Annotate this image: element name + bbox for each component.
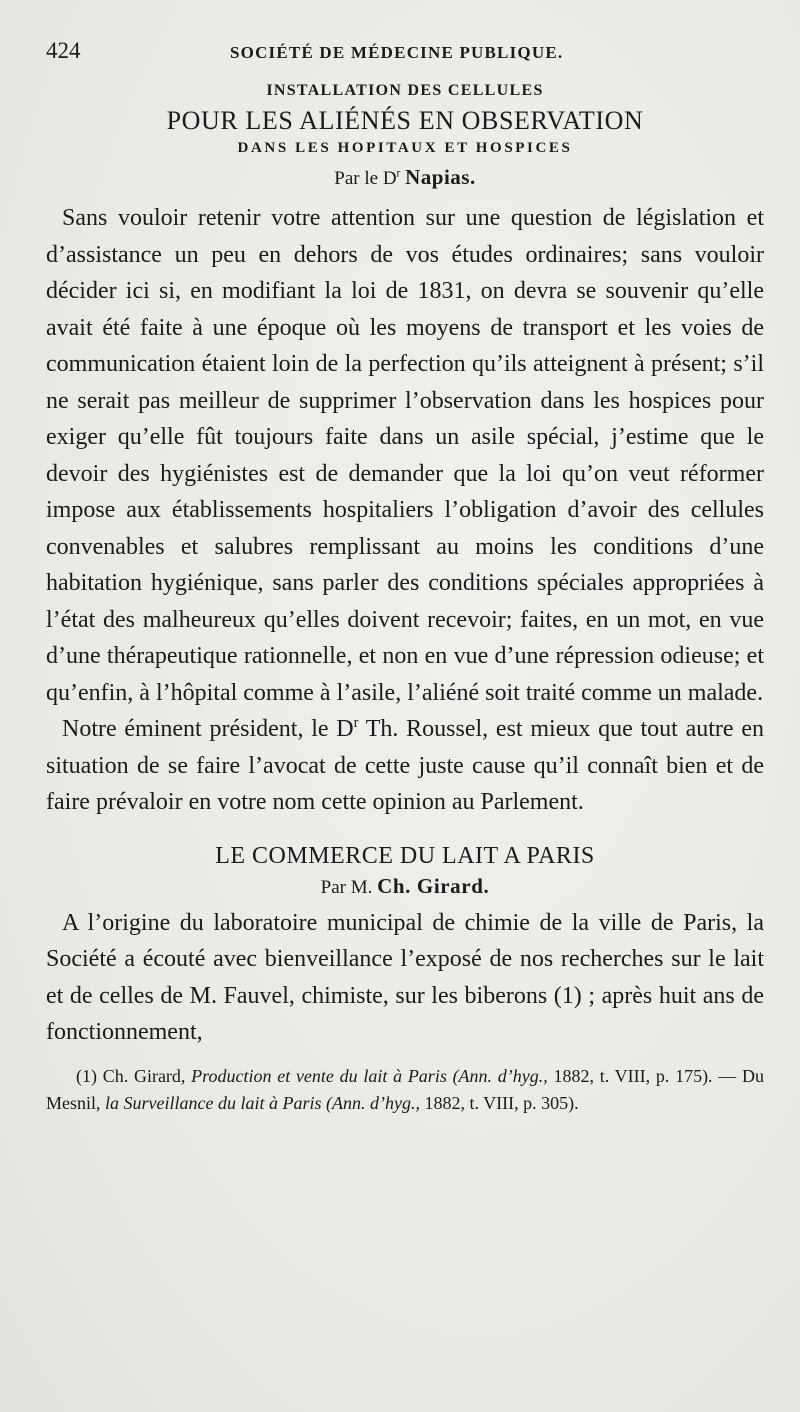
paragraph2-post: Th. Roussel, est mieux que tout autre en situation de se faire l’avocat de cette juste cause qu’il connaît bien et de faire prévaloir en votre nom cette opinion au Parlement. [46, 716, 764, 815]
article2-author [46, 874, 764, 899]
article1-paragraph-2 [46, 711, 764, 821]
footnote-marker: (1) Ch. Girard, [76, 1065, 186, 1086]
page-number: 424 [46, 38, 81, 63]
footnote-ref1-title: Production et vente du lait à Paris [191, 1065, 447, 1086]
footnote-ref2-journal: (Ann. d’hyg., [326, 1092, 420, 1113]
article1-kicker: INSTALLATION DES CELLULES [266, 82, 544, 99]
article2-title: LE COMMERCE DU LAIT A PARIS [215, 842, 595, 869]
paragraph2-pre: Notre éminent président, le D [62, 716, 354, 742]
article1-body [46, 200, 764, 821]
author2-name: Ch. Girard. [377, 873, 490, 898]
footnote-ref1-details: 1882, t. VIII, p. 175). — Du Mesnil, [46, 1065, 765, 1113]
author2-prefix: Par M. [320, 876, 373, 898]
article2-body [46, 905, 764, 1051]
footnote-ref1-journal: (Ann. d’hyg., [452, 1065, 548, 1086]
running-title: SOCIÉTÉ DE MÉDECINE PUBLIQUE. [230, 43, 564, 62]
footnote-text [46, 1063, 764, 1117]
footnote-ref2-details: 1882, t. VIII, p. 305). [424, 1092, 579, 1113]
article1-subtitle: DANS LES HOPITAUX ET HOSPICES [237, 140, 573, 156]
paragraph2-sup: r [353, 715, 359, 731]
author-sup: r [396, 167, 401, 180]
article2-paragraph-1: A l’origine du laboratoire municipal de chimie de la ville de Paris, la Société a écouté avec bienveillance l’exposé de nos recherches sur le lait et de celles de M. Fauvel, chimiste, sur les biberons (1) ; après huit ans de fonctionnement, [46, 909, 764, 1045]
footnote-ref2-title: la Surveillance du lait à Paris [105, 1092, 322, 1113]
running-head [46, 38, 764, 82]
article1-author [46, 165, 764, 190]
author-prefix: Par le D [334, 168, 397, 189]
article1-paragraph-1: Sans vouloir retenir votre attention sur une question de législation et d’assistance un peu en dehors de vos études ordinaires; sans vouloir décider ici si, en modifiant la loi de 1831, on devra se souvenir qu’elle avait été faite à une époque où les moyens de transport et les voies de communication étaient loin de la perfection qu’ils atteignent à présent; s’il ne serait pas meilleur de supprimer l’observation dans les hospices pour exiger qu’elle fût toujours faite dans un asile spécial, j’estime que le devoir des hygiénistes est de demander que la loi qu’on veut réformer impose aux établissements hospitaliers l’obligation d’avoir des cellules convenables et salubres remplissant au moins les conditions d’une habitation hygiénique, sans parler des conditions spéciales appropriées à l’état des malheureux qu’elles doivent recevoir; faites, en un mot, en vue d’une thérapeutique rationnelle, et non en vue d’une répression odieuse; et qu’enfin, à l’hôpital comme à l’asile, l’aliéné soit traité comme un malade. [46, 205, 764, 706]
author-name: Napias. [405, 165, 476, 189]
article1-title: POUR LES ALIÉNÉS EN OBSERVATION [166, 106, 644, 135]
footnote [46, 1063, 764, 1117]
